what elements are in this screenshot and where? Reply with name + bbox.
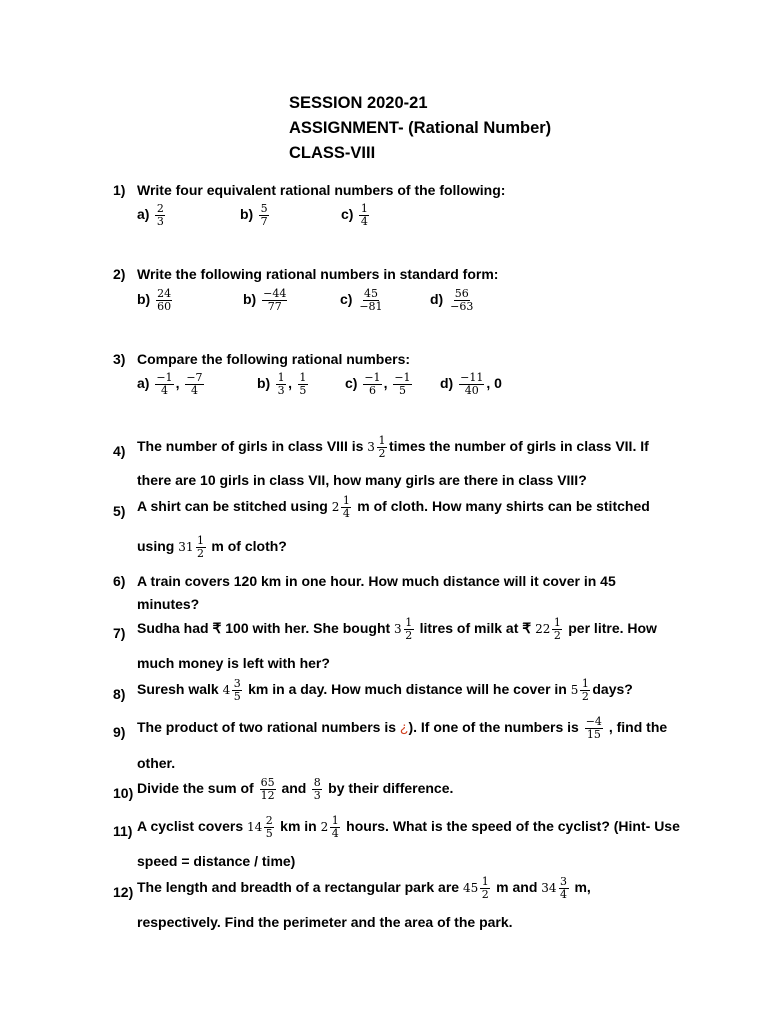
fraction (155, 372, 173, 397)
denominator: 5 (398, 384, 406, 397)
question-line-1 (137, 495, 650, 520)
denominator: 6 (368, 384, 376, 397)
option-label: c) (340, 291, 353, 308)
text: days? (592, 681, 633, 698)
text: ). If one of the numbers is (408, 719, 579, 736)
question-line-2 (137, 535, 287, 560)
denominator: 2 (481, 888, 489, 901)
whole-part: 4 (222, 683, 231, 698)
fraction (552, 617, 562, 642)
numerator: 65 (260, 776, 275, 789)
denominator: 5 (299, 384, 307, 397)
fraction (559, 876, 569, 901)
text: The length and breadth of a rectangular park are (137, 879, 460, 896)
text: km in (280, 818, 317, 835)
question-line-2: respectively. Find the perimeter and the area of the park. (137, 914, 513, 930)
text: hours. What is the speed of the cyclist? (Hint- Use (346, 818, 680, 835)
option-label: d) (440, 375, 454, 392)
numerator: −44 (263, 287, 287, 300)
question-line-1 (137, 815, 680, 840)
text: A cyclist covers (137, 818, 244, 835)
assignment-title: ASSIGNMENT- (Rational Number) (289, 119, 552, 137)
text: m, (574, 879, 591, 896)
whole-part: 14 (247, 820, 263, 835)
fraction (393, 372, 411, 397)
fraction (232, 678, 242, 703)
question-number: 3) (113, 351, 126, 367)
option-label: b) (240, 206, 254, 223)
question-number: 4) (113, 443, 126, 459)
denominator: 15 (586, 728, 601, 741)
option-label: b) (257, 375, 271, 392)
numerator: 2 (156, 202, 164, 215)
text: using (137, 538, 175, 555)
denominator: 4 (331, 827, 339, 840)
whole-part: 5 (570, 683, 579, 698)
numerator: 8 (313, 776, 321, 789)
numerator: 1 (378, 434, 386, 447)
fraction (156, 288, 172, 313)
denominator: 4 (342, 507, 350, 520)
question-text: Write four equivalent rational numbers of the following: (137, 182, 506, 198)
whole-part: 2 (320, 820, 329, 835)
fraction (312, 777, 322, 802)
q3-option-b (257, 372, 310, 397)
numerator: 1 (553, 616, 561, 629)
fraction (404, 617, 414, 642)
denominator: 3 (156, 215, 164, 228)
fraction (459, 372, 484, 397)
question-line-1 (137, 876, 591, 901)
denominator: −63 (450, 300, 474, 313)
denominator: 40 (464, 384, 479, 397)
comma: , (383, 375, 388, 392)
numerator: 45 (363, 287, 378, 300)
q3-option-d (440, 372, 502, 397)
question-text: Compare the following rational numbers: (137, 351, 411, 367)
comma: , (288, 375, 292, 392)
q2-option-3 (340, 288, 386, 313)
denominator: 2 (581, 690, 589, 703)
denominator: 4 (160, 384, 168, 397)
numerator: 5 (260, 202, 268, 215)
zero-term: , 0 (486, 375, 502, 392)
numerator: 1 (299, 371, 307, 384)
question-line-2: there are 10 girls in class VII, how many girls are there in class VIII? (137, 472, 587, 488)
q2-option-4 (430, 288, 476, 313)
option-label: a) (137, 206, 150, 223)
option-label: c) (345, 375, 358, 392)
text: by their difference. (328, 780, 454, 797)
question-line-1 (137, 777, 453, 802)
fraction (363, 372, 381, 397)
fraction (262, 288, 287, 313)
fraction (341, 495, 351, 520)
whole-part: 22 (535, 622, 551, 637)
question-number: 10) (113, 785, 134, 801)
numerator: 1 (197, 534, 205, 547)
question-number: 9) (113, 724, 126, 740)
fraction (359, 203, 369, 228)
text: litres of milk at ₹ (419, 620, 532, 637)
denominator: 5 (233, 690, 241, 703)
question-number: 12) (113, 884, 134, 900)
question-line-2: much money is left with her? (137, 655, 330, 671)
fraction (276, 372, 286, 397)
question-number: 1) (113, 182, 126, 198)
fraction (377, 435, 387, 460)
q3-option-c (345, 372, 414, 397)
question-line-1 (137, 678, 633, 703)
numerator: 56 (454, 287, 469, 300)
q2-option-1 (137, 288, 174, 313)
question-line-1 (137, 435, 649, 460)
denominator: 4 (360, 215, 368, 228)
whole-part: 34 (541, 881, 557, 896)
option-label: b) (137, 291, 151, 308)
text: A shirt can be stitched using (137, 498, 328, 515)
fraction (264, 815, 274, 840)
comma: , (175, 375, 180, 392)
text: The number of girls in class VIII is (137, 438, 364, 455)
text: m of cloth? (211, 538, 287, 555)
option-label: b) (243, 291, 257, 308)
fraction (298, 372, 308, 397)
fraction (449, 288, 474, 313)
denominator: 3 (313, 789, 321, 802)
text: km in a day. How much distance will he cover in (248, 681, 567, 698)
fraction (260, 777, 276, 802)
text: and (281, 780, 307, 797)
question-line-2: minutes? (137, 596, 200, 612)
fraction (259, 203, 269, 228)
denominator: 7 (260, 215, 268, 228)
option-label: a) (137, 375, 150, 392)
option-label: d) (430, 291, 444, 308)
question-line-2: speed = distance / time) (137, 853, 296, 869)
denominator: 2 (197, 547, 205, 560)
text: The product of two rational numbers is (137, 719, 397, 736)
fraction (196, 535, 206, 560)
fraction (480, 876, 490, 901)
q3-option-a (137, 372, 206, 397)
denominator: 4 (190, 384, 198, 397)
numerator: −1 (394, 371, 411, 384)
fraction (358, 288, 383, 313)
denominator: 12 (260, 789, 275, 802)
q1-option-a (137, 203, 167, 228)
denominator: 5 (265, 827, 273, 840)
denominator: 2 (405, 629, 413, 642)
question-line-1 (137, 716, 667, 741)
unrendered-glyph: ¿ (399, 719, 409, 736)
text: m of cloth. How many shirts can be stitched (357, 498, 650, 515)
denominator: 4 (560, 888, 568, 901)
numerator: 1 (405, 616, 413, 629)
option-label: c) (341, 206, 354, 223)
denominator: 2 (553, 629, 561, 642)
question-number: 8) (113, 686, 126, 702)
numerator: 1 (342, 494, 350, 507)
question-line-2: other. (137, 755, 176, 771)
numerator: −11 (460, 371, 484, 384)
whole-part: 45 (462, 881, 479, 896)
denominator: 60 (157, 300, 172, 313)
numerator: 1 (331, 814, 339, 827)
question-text: Write the following rational numbers in standard form: (137, 266, 499, 282)
text: , find the (608, 719, 668, 736)
text: m and (496, 879, 538, 896)
denominator: −81 (359, 300, 383, 313)
q1-option-b (240, 203, 271, 228)
whole-part: 2 (331, 500, 340, 515)
fraction (330, 815, 340, 840)
denominator: 3 (277, 384, 285, 397)
numerator: 1 (360, 202, 368, 215)
numerator: 1 (581, 677, 589, 690)
text: Divide the sum of (137, 780, 254, 797)
text: Sudha had ₹ 100 with her. She bought (137, 620, 391, 637)
question-number: 11) (113, 823, 133, 839)
q2-option-2 (243, 288, 289, 313)
text: times the number of girls in class VII. If (388, 438, 649, 455)
question-number: 2) (113, 266, 126, 282)
numerator: 2 (265, 814, 273, 827)
question-number: 7) (113, 625, 126, 641)
session-title: SESSION 2020-21 (289, 94, 428, 112)
numerator: 1 (277, 371, 285, 384)
numerator: −7 (186, 371, 203, 384)
numerator: 24 (157, 287, 172, 300)
numerator: 3 (560, 875, 568, 888)
numerator: −1 (156, 371, 173, 384)
fraction (585, 716, 603, 741)
q1-option-c (341, 203, 371, 228)
whole-part: 3 (394, 622, 402, 637)
question-number: 5) (113, 503, 126, 519)
numerator: 1 (481, 875, 489, 888)
question-number: 6) (113, 573, 126, 589)
denominator: 77 (267, 300, 282, 313)
numerator: −1 (364, 371, 381, 384)
numerator: 3 (233, 677, 241, 690)
text: per litre. How (568, 620, 657, 637)
fraction (155, 203, 165, 228)
text: Suresh walk (137, 681, 219, 698)
question-line-1 (137, 617, 657, 642)
whole-part: 31 (178, 540, 194, 555)
fraction (185, 372, 203, 397)
class-title: CLASS-VIII (289, 144, 376, 162)
numerator: −4 (585, 715, 602, 728)
question-line-1: A train covers 120 km in one hour. How much distance will it cover in 45 (137, 573, 616, 589)
fraction (580, 678, 590, 703)
whole-part: 3 (367, 440, 375, 455)
denominator: 2 (378, 447, 386, 460)
